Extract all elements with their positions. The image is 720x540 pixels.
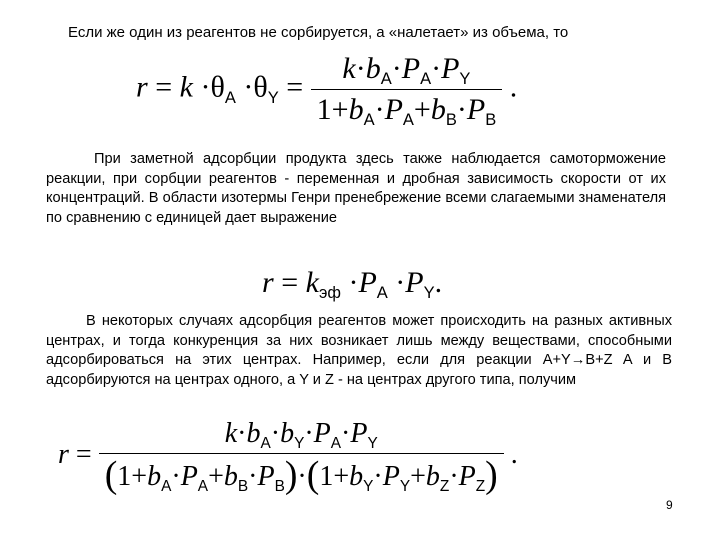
equation-henry-region: $r = k_{эф} \cdot P_A \cdot P_Y$. <box>262 266 443 303</box>
equation1-numerator: $k\cdot b_A\cdot P_A\cdot P_Y$ <box>342 52 471 89</box>
equation-two-center-types: r = $\frac{k\cdot b_A\cdot b_Y\cdot P_A\cdot P_Y}{(1+b_A\cdot P_A+b_B\cdot P_B)\cdot(1+b_Y\cdot P_Y+b_Z\cdot P_Z)}$ . <box>58 418 518 496</box>
intro-text: Если же один из реагентов не сорбируется, а «налетает» из объема, то <box>68 24 569 41</box>
equation3-fraction <box>99 418 504 495</box>
equation-rate-one-reagent-nonsorbed: $r = k \cdot\theta_A \cdot\theta_Y$ = $\frac{k\cdot b_A\cdot P_A\cdot P_Y}{1+b_A\cdot P_A+b_B\cdot P_B}$ . <box>136 52 518 130</box>
paragraph2-text: В некоторых случаях адсорбция реагентов может происходить на разных активных центрах, и тогда конкуренция за них возникает лишь между веществами, способными адсорбироваться на этих центрах. Например, если для реакции A+Y→B+Z A и B адсорбируются на центрах одного, а Y и Z - на центрах другого типа, получим <box>46 313 672 388</box>
paragraph-different-centers <box>46 312 672 390</box>
paragraph-self-inhibition <box>46 150 666 228</box>
paragraph1-text: При заметной адсорбции продукта здесь также наблюдается самоторможение реакции, при сорбции реагентов - переменная и дробная зависимость скорости от их концентраций. В области изотермы Генри пренебрежение всеми слагаемыми знаменателя по сравнению с единицей дает выражение <box>46 151 666 226</box>
page-number: 9 <box>666 498 673 512</box>
equation3-denominator: $(1+b_A\cdot P_A+b_B\cdot P_B)\cdot(1+b_Y\cdot P_Y+b_Z\cdot P_Z)$ <box>99 453 504 495</box>
equation1-denominator: $1+b_A\cdot P_A+b_B\cdot P_B$ <box>311 89 503 127</box>
equation3-numerator: $k\cdot b_A\cdot b_Y\cdot P_A\cdot P_Y$ <box>224 418 378 452</box>
